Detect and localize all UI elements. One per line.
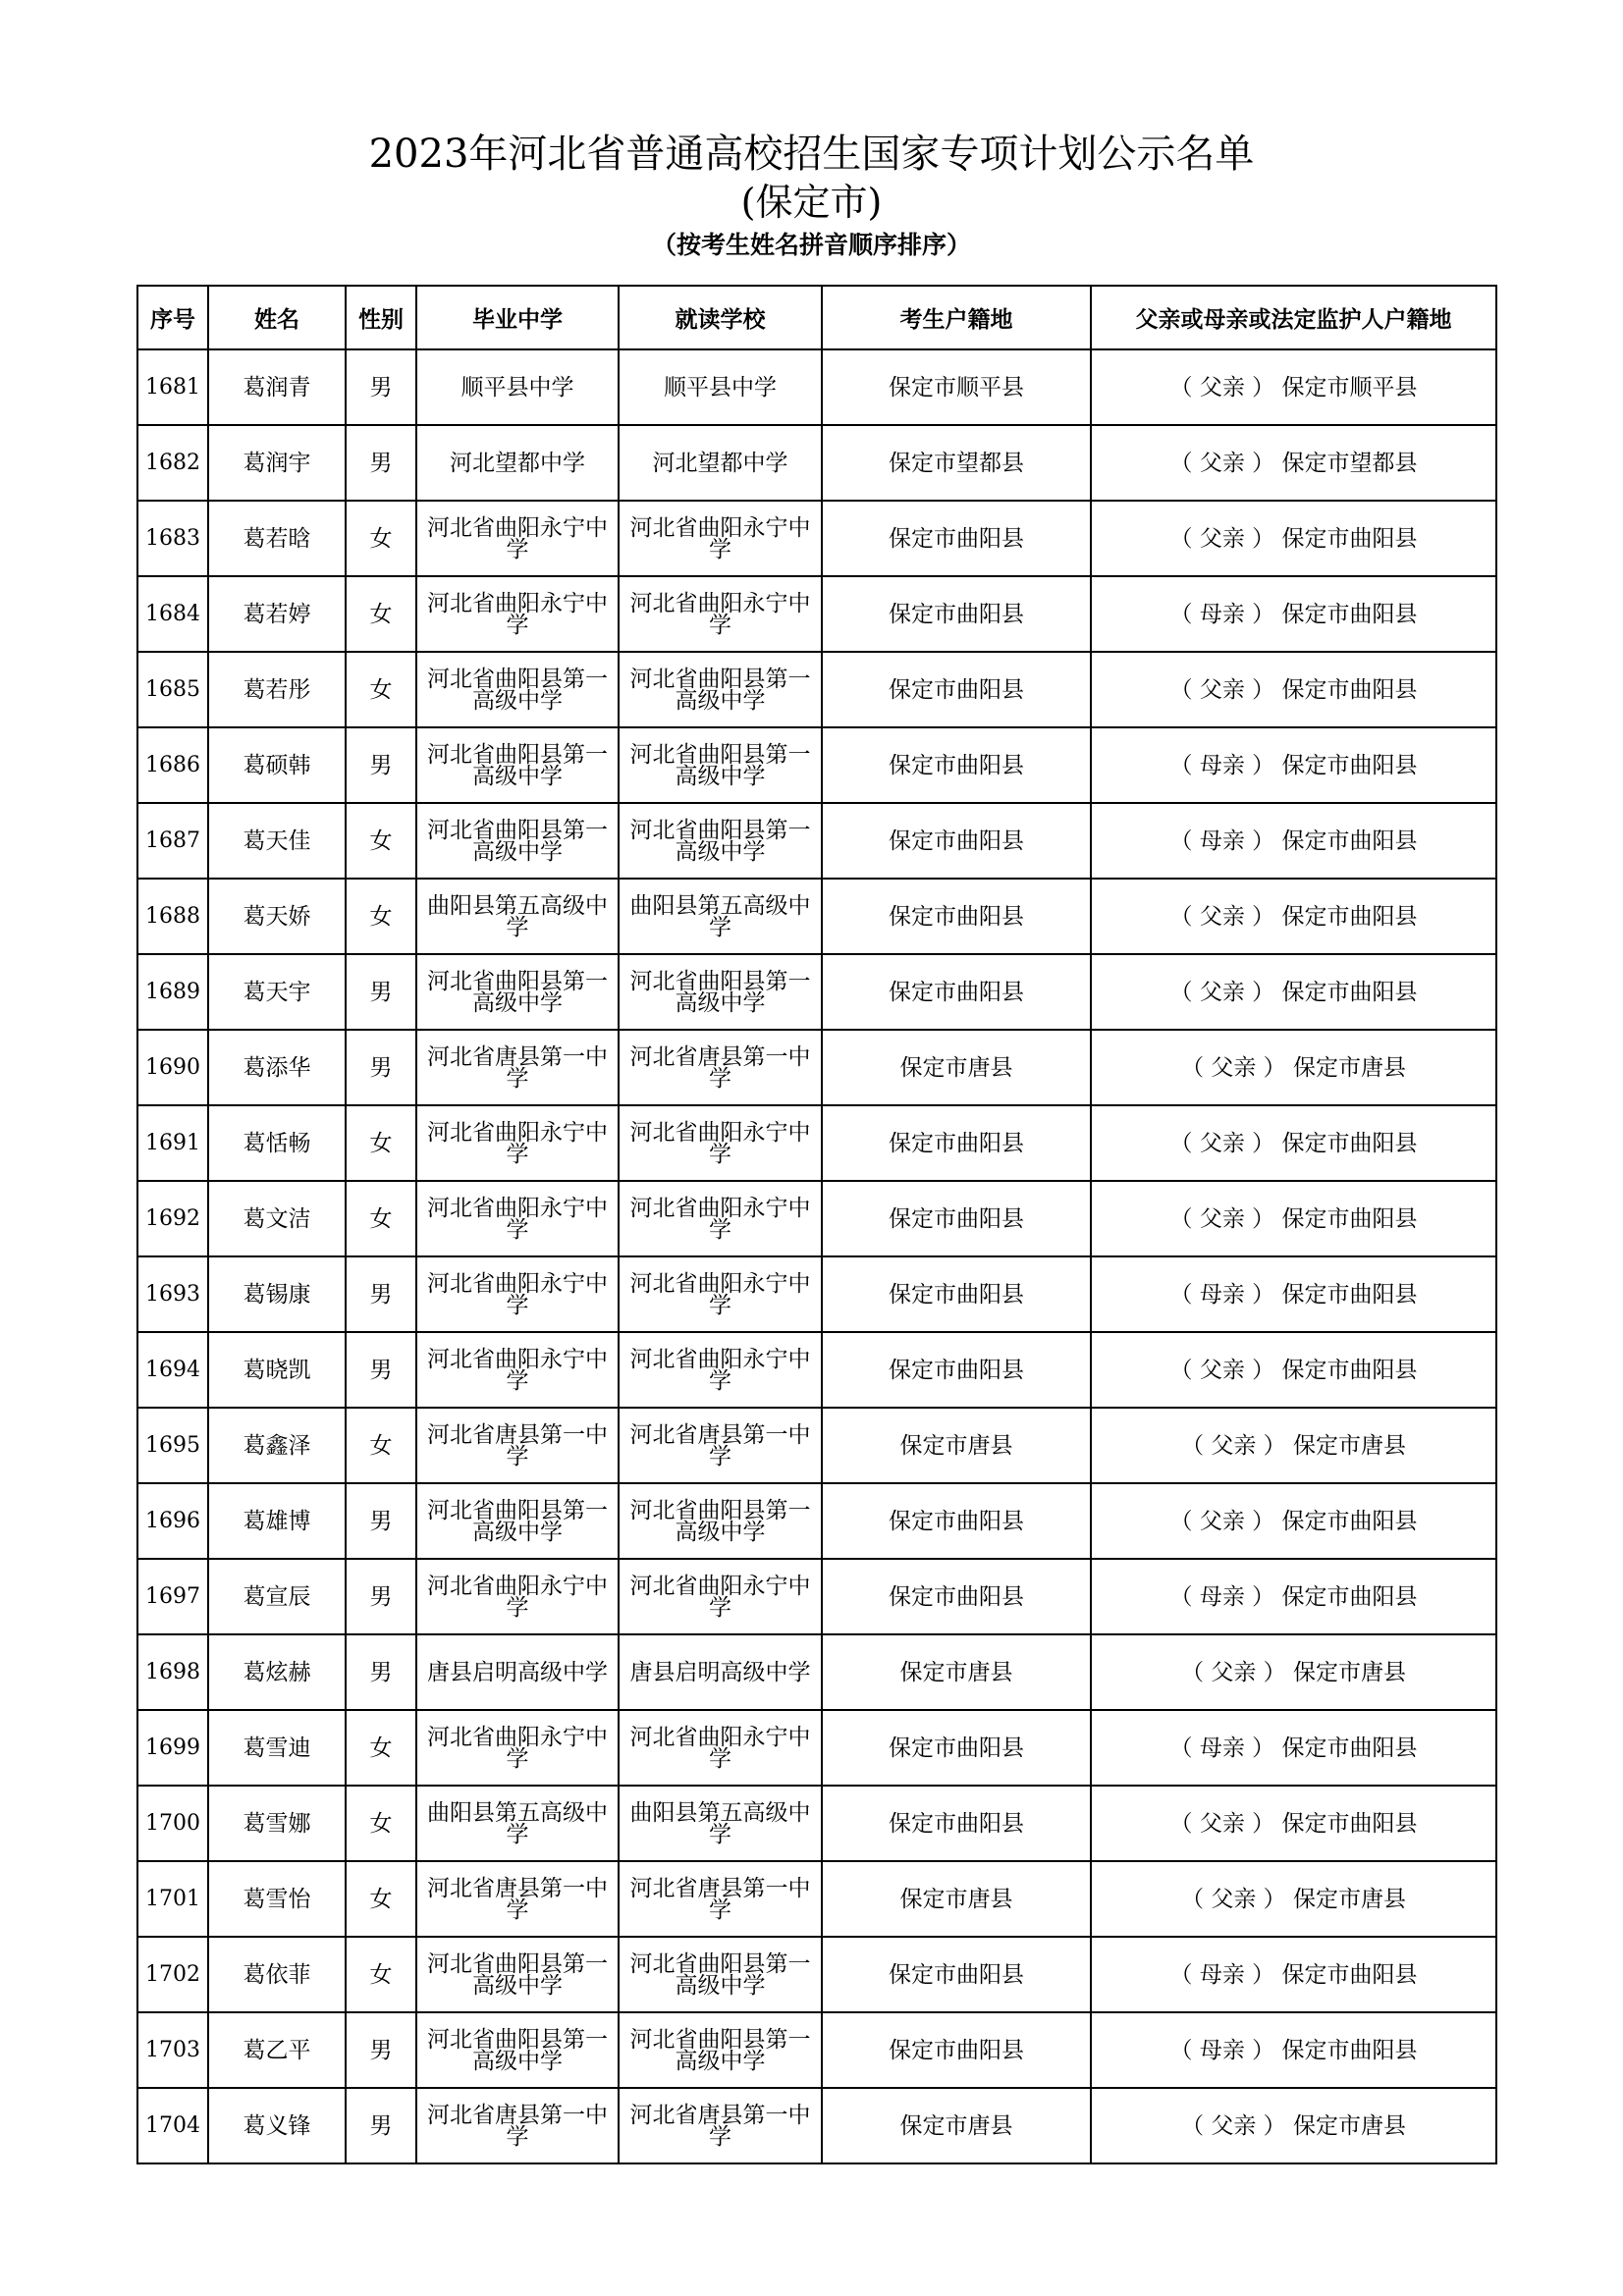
cell-gender: 男 bbox=[346, 2088, 416, 2163]
cell-guardian-hukou: （ 父亲 ） 保定市唐县 bbox=[1091, 2088, 1496, 2163]
cell-name: 葛锡康 bbox=[208, 1256, 346, 1332]
cell-seq: 1684 bbox=[137, 576, 208, 652]
cell-gender: 男 bbox=[346, 349, 416, 425]
cell-grad-school: 河北省曲阳永宁中学 bbox=[416, 501, 619, 576]
cell-seq: 1695 bbox=[137, 1408, 208, 1483]
cell-hukou: 保定市曲阳县 bbox=[822, 1937, 1091, 2012]
cell-gender: 女 bbox=[346, 576, 416, 652]
cell-name: 葛炫赫 bbox=[208, 1634, 346, 1710]
cell-guardian-hukou: （ 父亲 ） 保定市曲阳县 bbox=[1091, 1786, 1496, 1861]
cell-grad-school: 河北省唐县第一中学 bbox=[416, 1861, 619, 1937]
cell-guardian-hukou: （ 父亲 ） 保定市曲阳县 bbox=[1091, 879, 1496, 954]
cell-guardian-hukou: （ 父亲 ） 保定市曲阳县 bbox=[1091, 1332, 1496, 1408]
cell-grad-school: 曲阳县第五高级中学 bbox=[416, 1786, 619, 1861]
cell-seq: 1701 bbox=[137, 1861, 208, 1937]
cell-seq: 1699 bbox=[137, 1710, 208, 1786]
cell-guardian-hukou: （ 父亲 ） 保定市唐县 bbox=[1091, 1408, 1496, 1483]
cell-seq: 1700 bbox=[137, 1786, 208, 1861]
page-title: 2023年河北省普通高校招生国家专项计划公示名单 bbox=[368, 132, 1255, 177]
cell-grad-school: 河北省曲阳县第一高级中学 bbox=[416, 727, 619, 803]
cell-gender: 男 bbox=[346, 954, 416, 1030]
cell-grad-school: 河北省曲阳永宁中学 bbox=[416, 1181, 619, 1256]
table-row bbox=[137, 1786, 1496, 1861]
cell-grad-school: 顺平县中学 bbox=[416, 349, 619, 425]
cell-grad-school: 河北省曲阳县第一高级中学 bbox=[416, 1483, 619, 1559]
cell-hukou: 保定市曲阳县 bbox=[822, 803, 1091, 879]
cell-current-school: 唐县启明高级中学 bbox=[619, 1634, 822, 1710]
cell-guardian-hukou: （ 父亲 ） 保定市望都县 bbox=[1091, 425, 1496, 501]
cell-hukou: 保定市曲阳县 bbox=[822, 652, 1091, 727]
table-row bbox=[137, 803, 1496, 879]
table-row bbox=[137, 1861, 1496, 1937]
header-current-school: 就读学校 bbox=[619, 286, 822, 349]
cell-hukou: 保定市曲阳县 bbox=[822, 1786, 1091, 1861]
cell-guardian-hukou: （ 父亲 ） 保定市唐县 bbox=[1091, 1634, 1496, 1710]
cell-guardian-hukou: （ 母亲 ） 保定市曲阳县 bbox=[1091, 803, 1496, 879]
cell-name: 葛天宇 bbox=[208, 954, 346, 1030]
cell-gender: 男 bbox=[346, 1483, 416, 1559]
cell-hukou: 保定市曲阳县 bbox=[822, 954, 1091, 1030]
cell-current-school: 河北省曲阳永宁中学 bbox=[619, 1181, 822, 1256]
cell-gender: 男 bbox=[346, 1256, 416, 1332]
header-hukou: 考生户籍地 bbox=[822, 286, 1091, 349]
cell-hukou: 保定市唐县 bbox=[822, 1634, 1091, 1710]
cell-guardian-hukou: （ 父亲 ） 保定市曲阳县 bbox=[1091, 1181, 1496, 1256]
cell-seq: 1688 bbox=[137, 879, 208, 954]
cell-hukou: 保定市顺平县 bbox=[822, 349, 1091, 425]
cell-hukou: 保定市曲阳县 bbox=[822, 2012, 1091, 2088]
table-row bbox=[137, 879, 1496, 954]
cell-guardian-hukou: （ 父亲 ） 保定市曲阳县 bbox=[1091, 652, 1496, 727]
cell-grad-school: 河北省曲阳县第一高级中学 bbox=[416, 1937, 619, 2012]
cell-name: 葛宣辰 bbox=[208, 1559, 346, 1634]
cell-name: 葛雪迪 bbox=[208, 1710, 346, 1786]
cell-grad-school: 河北省曲阳永宁中学 bbox=[416, 1105, 619, 1181]
cell-grad-school: 河北省曲阳永宁中学 bbox=[416, 1710, 619, 1786]
table-row bbox=[137, 576, 1496, 652]
cell-seq: 1694 bbox=[137, 1332, 208, 1408]
cell-gender: 女 bbox=[346, 1786, 416, 1861]
cell-seq: 1696 bbox=[137, 1483, 208, 1559]
cell-name: 葛恬畅 bbox=[208, 1105, 346, 1181]
cell-hukou: 保定市唐县 bbox=[822, 1030, 1091, 1105]
cell-seq: 1687 bbox=[137, 803, 208, 879]
cell-name: 葛鑫泽 bbox=[208, 1408, 346, 1483]
cell-grad-school: 河北省曲阳永宁中学 bbox=[416, 1559, 619, 1634]
cell-current-school: 河北望都中学 bbox=[619, 425, 822, 501]
table-body bbox=[137, 349, 1496, 2163]
cell-current-school: 曲阳县第五高级中学 bbox=[619, 879, 822, 954]
table-row bbox=[137, 349, 1496, 425]
cell-guardian-hukou: （ 母亲 ） 保定市曲阳县 bbox=[1091, 1937, 1496, 2012]
candidate-table bbox=[136, 285, 1497, 2164]
cell-hukou: 保定市曲阳县 bbox=[822, 1559, 1091, 1634]
cell-seq: 1685 bbox=[137, 652, 208, 727]
cell-gender: 女 bbox=[346, 803, 416, 879]
cell-current-school: 河北省曲阳县第一高级中学 bbox=[619, 652, 822, 727]
cell-gender: 男 bbox=[346, 1332, 416, 1408]
table-header-row bbox=[137, 286, 1496, 349]
cell-seq: 1682 bbox=[137, 425, 208, 501]
cell-name: 葛依菲 bbox=[208, 1937, 346, 2012]
cell-current-school: 河北省曲阳永宁中学 bbox=[619, 1710, 822, 1786]
cell-hukou: 保定市唐县 bbox=[822, 1408, 1091, 1483]
cell-name: 葛若婷 bbox=[208, 576, 346, 652]
table-row bbox=[137, 954, 1496, 1030]
cell-current-school: 河北省唐县第一中学 bbox=[619, 1861, 822, 1937]
cell-gender: 男 bbox=[346, 727, 416, 803]
cell-current-school: 河北省曲阳永宁中学 bbox=[619, 501, 822, 576]
cell-hukou: 保定市曲阳县 bbox=[822, 501, 1091, 576]
cell-name: 葛若晗 bbox=[208, 501, 346, 576]
cell-grad-school: 河北省曲阳县第一高级中学 bbox=[416, 954, 619, 1030]
cell-guardian-hukou: （ 母亲 ） 保定市曲阳县 bbox=[1091, 1559, 1496, 1634]
cell-seq: 1693 bbox=[137, 1256, 208, 1332]
cell-hukou: 保定市曲阳县 bbox=[822, 1105, 1091, 1181]
cell-guardian-hukou: （ 父亲 ） 保定市曲阳县 bbox=[1091, 954, 1496, 1030]
cell-seq: 1681 bbox=[137, 349, 208, 425]
cell-guardian-hukou: （ 母亲 ） 保定市曲阳县 bbox=[1091, 2012, 1496, 2088]
cell-gender: 女 bbox=[346, 1937, 416, 2012]
cell-gender: 女 bbox=[346, 1861, 416, 1937]
cell-hukou: 保定市曲阳县 bbox=[822, 1256, 1091, 1332]
cell-name: 葛义锋 bbox=[208, 2088, 346, 2163]
cell-gender: 男 bbox=[346, 1030, 416, 1105]
cell-grad-school: 河北省曲阳县第一高级中学 bbox=[416, 2012, 619, 2088]
cell-grad-school: 唐县启明高级中学 bbox=[416, 1634, 619, 1710]
cell-name: 葛天娇 bbox=[208, 879, 346, 954]
table-row bbox=[137, 1937, 1496, 2012]
cell-seq: 1702 bbox=[137, 1937, 208, 2012]
cell-seq: 1697 bbox=[137, 1559, 208, 1634]
header-seq: 序号 bbox=[137, 286, 208, 349]
cell-guardian-hukou: （ 母亲 ） 保定市曲阳县 bbox=[1091, 1256, 1496, 1332]
cell-grad-school: 河北省曲阳县第一高级中学 bbox=[416, 652, 619, 727]
table-row bbox=[137, 727, 1496, 803]
cell-seq: 1698 bbox=[137, 1634, 208, 1710]
table-row bbox=[137, 501, 1496, 576]
cell-guardian-hukou: （ 母亲 ） 保定市曲阳县 bbox=[1091, 1710, 1496, 1786]
cell-gender: 男 bbox=[346, 1634, 416, 1710]
cell-seq: 1689 bbox=[137, 954, 208, 1030]
cell-current-school: 河北省曲阳永宁中学 bbox=[619, 1105, 822, 1181]
cell-gender: 女 bbox=[346, 501, 416, 576]
page-subtitle: (保定市) bbox=[740, 181, 883, 224]
cell-grad-school: 河北望都中学 bbox=[416, 425, 619, 501]
cell-gender: 男 bbox=[346, 1559, 416, 1634]
cell-grad-school: 曲阳县第五高级中学 bbox=[416, 879, 619, 954]
cell-hukou: 保定市曲阳县 bbox=[822, 576, 1091, 652]
cell-name: 葛晓凯 bbox=[208, 1332, 346, 1408]
cell-hukou: 保定市唐县 bbox=[822, 1861, 1091, 1937]
cell-hukou: 保定市曲阳县 bbox=[822, 1483, 1091, 1559]
header-name: 姓名 bbox=[208, 286, 346, 349]
cell-grad-school: 河北省曲阳永宁中学 bbox=[416, 576, 619, 652]
cell-gender: 男 bbox=[346, 2012, 416, 2088]
cell-current-school: 河北省曲阳县第一高级中学 bbox=[619, 803, 822, 879]
cell-guardian-hukou: （ 母亲 ） 保定市曲阳县 bbox=[1091, 576, 1496, 652]
cell-gender: 女 bbox=[346, 1181, 416, 1256]
cell-gender: 女 bbox=[346, 1408, 416, 1483]
cell-seq: 1704 bbox=[137, 2088, 208, 2163]
cell-guardian-hukou: （ 父亲 ） 保定市顺平县 bbox=[1091, 349, 1496, 425]
cell-hukou: 保定市曲阳县 bbox=[822, 879, 1091, 954]
cell-grad-school: 河北省曲阳永宁中学 bbox=[416, 1256, 619, 1332]
cell-hukou: 保定市望都县 bbox=[822, 425, 1091, 501]
cell-name: 葛乙平 bbox=[208, 2012, 346, 2088]
cell-name: 葛润宇 bbox=[208, 425, 346, 501]
cell-current-school: 河北省唐县第一中学 bbox=[619, 1030, 822, 1105]
table-row bbox=[137, 2012, 1496, 2088]
cell-gender: 男 bbox=[346, 425, 416, 501]
cell-grad-school: 河北省曲阳永宁中学 bbox=[416, 1332, 619, 1408]
table-row bbox=[137, 425, 1496, 501]
cell-seq: 1703 bbox=[137, 2012, 208, 2088]
cell-current-school: 河北省唐县第一中学 bbox=[619, 2088, 822, 2163]
cell-hukou: 保定市曲阳县 bbox=[822, 727, 1091, 803]
cell-current-school: 曲阳县第五高级中学 bbox=[619, 1786, 822, 1861]
cell-name: 葛天佳 bbox=[208, 803, 346, 879]
cell-name: 葛雪怡 bbox=[208, 1861, 346, 1937]
sort-note: （按考生姓名拼音顺序排序） bbox=[651, 231, 971, 259]
cell-seq: 1686 bbox=[137, 727, 208, 803]
cell-guardian-hukou: （ 父亲 ） 保定市唐县 bbox=[1091, 1861, 1496, 1937]
header-grad-school: 毕业中学 bbox=[416, 286, 619, 349]
cell-name: 葛若彤 bbox=[208, 652, 346, 727]
table-row bbox=[137, 1710, 1496, 1786]
cell-current-school: 河北省曲阳县第一高级中学 bbox=[619, 727, 822, 803]
cell-hukou: 保定市曲阳县 bbox=[822, 1332, 1091, 1408]
table-row bbox=[137, 1634, 1496, 1710]
cell-gender: 女 bbox=[346, 879, 416, 954]
cell-grad-school: 河北省唐县第一中学 bbox=[416, 2088, 619, 2163]
cell-current-school: 河北省曲阳县第一高级中学 bbox=[619, 1483, 822, 1559]
cell-gender: 女 bbox=[346, 1105, 416, 1181]
cell-hukou: 保定市曲阳县 bbox=[822, 1710, 1091, 1786]
cell-current-school: 河北省曲阳县第一高级中学 bbox=[619, 954, 822, 1030]
cell-name: 葛雄博 bbox=[208, 1483, 346, 1559]
cell-name: 葛硕韩 bbox=[208, 727, 346, 803]
cell-name: 葛润青 bbox=[208, 349, 346, 425]
cell-grad-school: 河北省唐县第一中学 bbox=[416, 1408, 619, 1483]
table-row bbox=[137, 1105, 1496, 1181]
header-guardian-hukou: 父亲或母亲或法定监护人户籍地 bbox=[1091, 286, 1496, 349]
cell-current-school: 河北省曲阳县第一高级中学 bbox=[619, 2012, 822, 2088]
cell-seq: 1692 bbox=[137, 1181, 208, 1256]
cell-current-school: 河北省曲阳永宁中学 bbox=[619, 576, 822, 652]
cell-grad-school: 河北省曲阳县第一高级中学 bbox=[416, 803, 619, 879]
cell-guardian-hukou: （ 父亲 ） 保定市曲阳县 bbox=[1091, 1105, 1496, 1181]
table-row bbox=[137, 652, 1496, 727]
cell-seq: 1683 bbox=[137, 501, 208, 576]
cell-guardian-hukou: （ 父亲 ） 保定市唐县 bbox=[1091, 1030, 1496, 1105]
table-row bbox=[137, 1559, 1496, 1634]
cell-current-school: 河北省曲阳永宁中学 bbox=[619, 1256, 822, 1332]
cell-current-school: 河北省唐县第一中学 bbox=[619, 1408, 822, 1483]
cell-hukou: 保定市唐县 bbox=[822, 2088, 1091, 2163]
table-row bbox=[137, 1181, 1496, 1256]
cell-name: 葛文洁 bbox=[208, 1181, 346, 1256]
cell-current-school: 河北省曲阳县第一高级中学 bbox=[619, 1937, 822, 2012]
table-row bbox=[137, 1408, 1496, 1483]
cell-current-school: 河北省曲阳永宁中学 bbox=[619, 1559, 822, 1634]
cell-name: 葛雪娜 bbox=[208, 1786, 346, 1861]
cell-seq: 1691 bbox=[137, 1105, 208, 1181]
table-row bbox=[137, 1030, 1496, 1105]
cell-guardian-hukou: （ 父亲 ） 保定市曲阳县 bbox=[1091, 501, 1496, 576]
table-row bbox=[137, 2088, 1496, 2163]
cell-current-school: 顺平县中学 bbox=[619, 349, 822, 425]
cell-hukou: 保定市曲阳县 bbox=[822, 1181, 1091, 1256]
cell-seq: 1690 bbox=[137, 1030, 208, 1105]
table-row bbox=[137, 1256, 1496, 1332]
cell-name: 葛添华 bbox=[208, 1030, 346, 1105]
cell-gender: 女 bbox=[346, 652, 416, 727]
table-row bbox=[137, 1483, 1496, 1559]
cell-guardian-hukou: （ 父亲 ） 保定市曲阳县 bbox=[1091, 1483, 1496, 1559]
cell-grad-school: 河北省唐县第一中学 bbox=[416, 1030, 619, 1105]
cell-current-school: 河北省曲阳永宁中学 bbox=[619, 1332, 822, 1408]
table-row bbox=[137, 1332, 1496, 1408]
header-gender: 性别 bbox=[346, 286, 416, 349]
cell-guardian-hukou: （ 母亲 ） 保定市曲阳县 bbox=[1091, 727, 1496, 803]
cell-gender: 女 bbox=[346, 1710, 416, 1786]
